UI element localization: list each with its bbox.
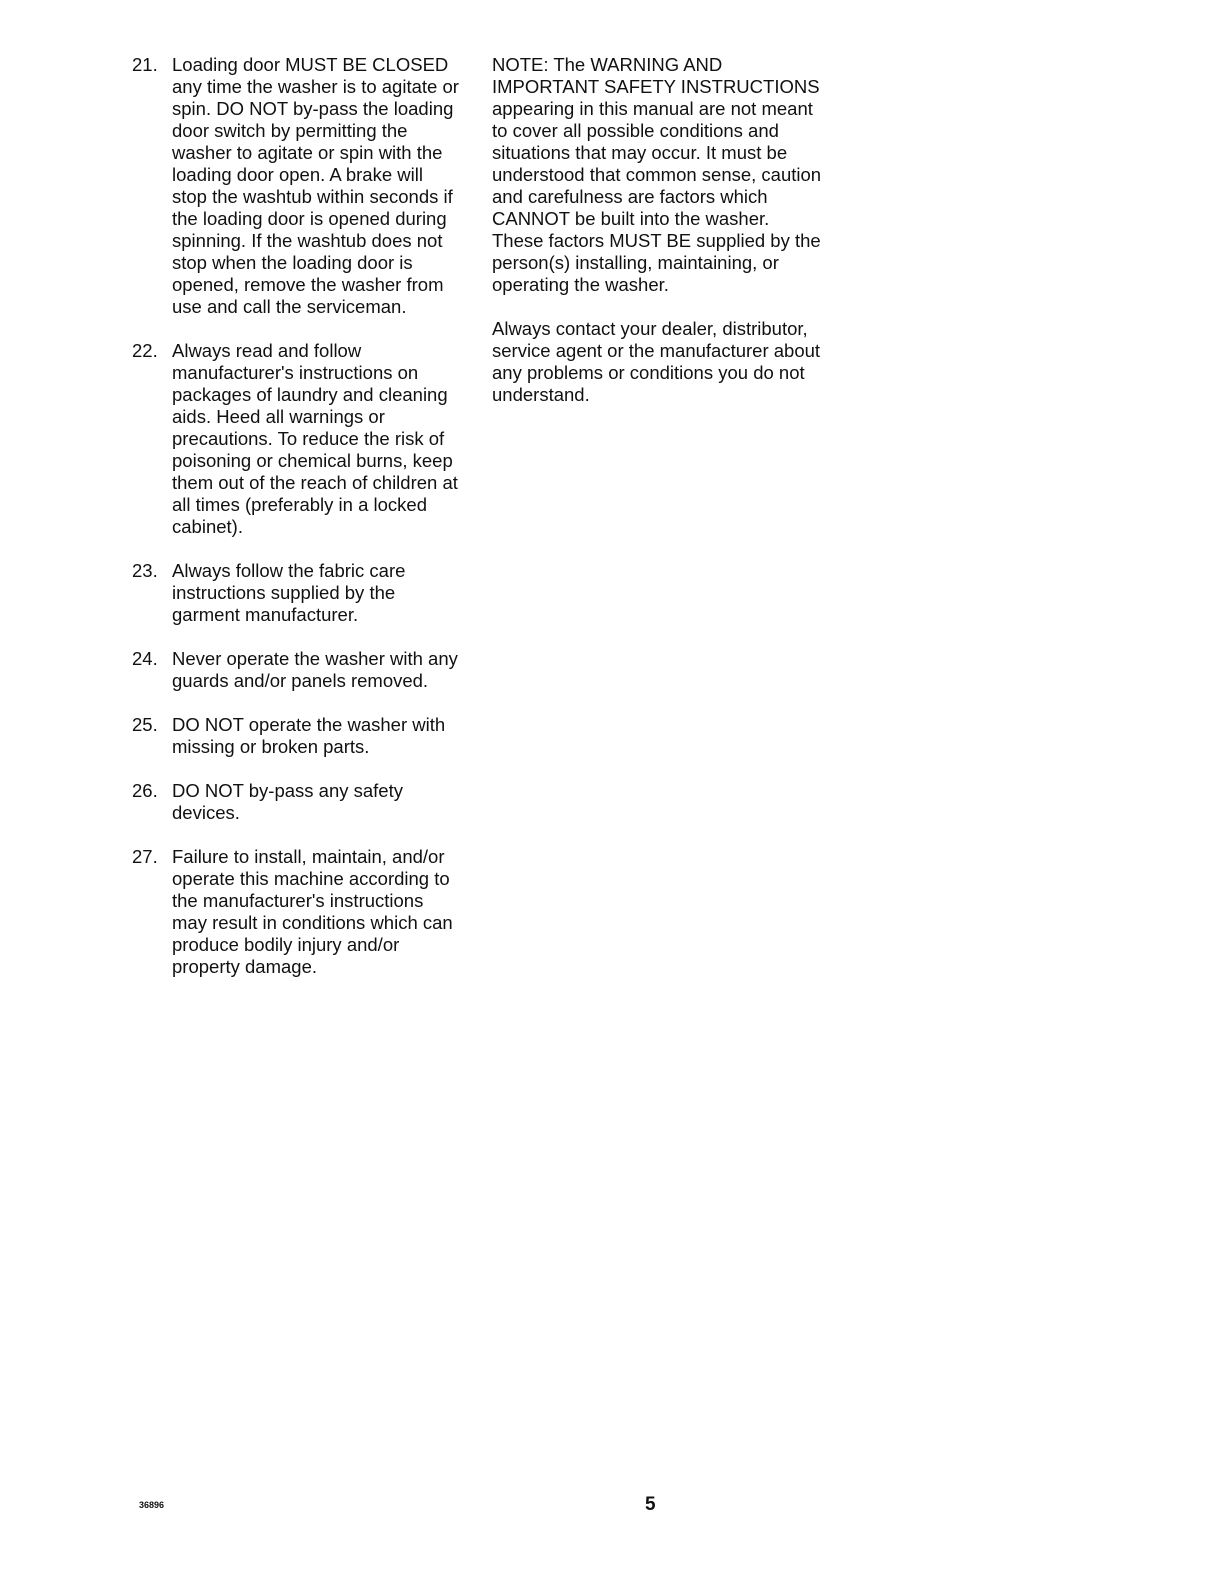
instruction-item-27 [132,846,462,978]
item-text: Always follow the fabric care instructions supplied by the garment manufacturer. [172,560,406,625]
instruction-item-24 [132,648,462,692]
page-number: 5 [645,1494,656,1515]
document-code: 36896 [139,1500,165,1510]
instruction-list [132,54,462,1000]
item-number: 22. [132,340,158,361]
item-text: Never operate the washer with any guards and/or panels removed. [172,648,458,691]
note-paragraph: NOTE: The WARNING AND IMPORTANT SAFETY INSTRUCTIONS appearing in this manual are not meant to cover all possible conditions and situations that may occur. It must be understood that common sense, caution and carefulness are factors which CANNOT be built into the washer. These factors MUST BE supplied by the person(s) installing, maintaining, or operating the washer. [492,54,822,295]
item-text: Failure to install, maintain, and/or operate this machine according to the manufacturer's instructions may result in conditions which can produce bodily injury and/or property damage. [172,846,453,977]
item-text: DO NOT operate the washer with missing or broken parts. [172,714,446,757]
instruction-item-26 [132,780,462,824]
item-text: Always read and follow manufacturer's instructions on packages of laundry and cleaning aids. Heed all warnings or precautions. To reduce the risk of poisoning or chemical burns, keep them out of the reach of children at all times (preferably in a locked cabinet). [172,340,458,537]
item-number: 27. [132,846,158,867]
item-number: 24. [132,648,158,669]
item-number: 25. [132,714,158,735]
instruction-item-23 [132,560,462,626]
contact-paragraph: Always contact your dealer, distributor, service agent or the manufacturer about any problems or conditions you do not understand. [492,318,821,405]
instruction-item-22 [132,340,462,538]
item-text: DO NOT by-pass any safety devices. [172,780,403,823]
item-number: 23. [132,560,158,581]
instruction-item-25 [132,714,462,758]
item-number: 26. [132,780,158,801]
item-number: 21. [132,54,158,75]
item-text: Loading door MUST BE CLOSED any time the washer is to agitate or spin. DO NOT by-pass the loading door switch by permitting the washer to agitate or spin with the loading door open. A brake will stop the washtub within seconds if the loading door is opened during spinning. If the washtub does not stop when the loading door is opened, remove the washer from use and call the serviceman. [172,54,459,317]
instruction-item-21 [132,54,462,318]
safety-note [492,54,822,428]
